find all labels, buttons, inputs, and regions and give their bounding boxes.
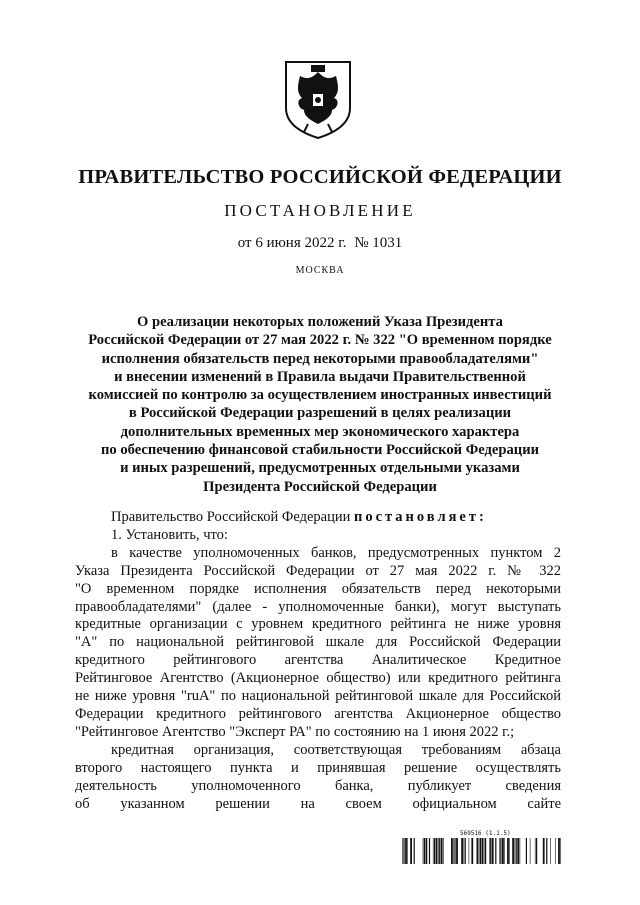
document-date-number (0, 235, 640, 252)
paragraph-line: деятельность уполномоченного банка, публикует сведения (75, 777, 561, 794)
barcode-number: 569516 (1.1.5) (460, 830, 511, 837)
subject-line: и внесении изменений в Правила выдачи Правительственной (114, 368, 526, 385)
paragraph-line: кредитная организация, соответствующая требованиям абзаца (111, 741, 561, 758)
paragraph-line: "A" по национальной рейтинговой шкале для Российской Федерации (75, 634, 561, 651)
paragraph-line: об указанном решении на своем официальном сайте (75, 795, 561, 812)
paragraph-line: Федерации кредитного рейтингового агентства Акционерное общество (75, 705, 561, 722)
subject-line: О реализации некоторых положений Указа Президента (137, 314, 503, 330)
subject-line: по обеспечению финансовой стабильности Российской Федерации (100, 442, 540, 459)
document-subject (60, 313, 580, 496)
paragraph-line: Указа Президента Российской Федерации от 27 мая 2022 г. № 322 (75, 562, 561, 579)
document-type: ПОСТАНОВЛЕНИЕ (224, 201, 416, 220)
subject-line: комиссией по контролю за осуществлением иностранных инвестиций (88, 387, 552, 404)
document-place: МОСКВА (295, 265, 345, 276)
paragraph-line: правообладателями" (далее - уполномоченные банки), могут выступать (75, 598, 561, 615)
paragraph-line: не ниже уровня "ruA" по национальной рейтинговой шкале для Российской (75, 688, 561, 705)
paragraph-line: "Рейтинговое Агентство "Эксперт РА" по состоянию на 1 июня 2022 г.; (75, 723, 515, 740)
barcode-icon (400, 838, 564, 864)
subject-line: исполнения обязательств перед некоторыми правообладателями" (101, 350, 539, 367)
subject-line: в Российской Федерации разрешений в целях реализации (128, 405, 512, 422)
subject-line: дополнительных временных мер экономического характера (120, 423, 520, 440)
russian-coat-of-arms-icon (282, 58, 354, 140)
document-date: от 6 июня 2022 г. (237, 235, 347, 251)
paragraph-line: в качестве уполномоченных банков, предусмотренных пунктом 2 (111, 544, 561, 561)
paragraph-line: второго настоящего пункта и принявшая решение осуществлять (75, 759, 561, 776)
intro-text: Правительство Российской Федерации (111, 509, 354, 525)
document-body (75, 509, 561, 813)
paragraph-line: кредитные организации с уровнем кредитного рейтинга не ниже уровня (75, 616, 561, 633)
government-title: ПРАВИТЕЛЬСТВО РОССИЙСКОЙ ФЕДЕРАЦИИ (78, 166, 562, 188)
subject-line: и иных разрешений, предусмотренных отдельными указами (120, 460, 520, 477)
intro-line (75, 509, 561, 527)
item-1: 1. Установить, что: (111, 526, 228, 543)
paragraph-line: кредитного рейтингового агентства Аналитическое Кредитное (75, 652, 561, 669)
subject-line: Российской Федерации от 27 мая 2022 г. № 322 "О временном порядке (88, 332, 552, 349)
subject-line: Президента Российской Федерации (203, 478, 437, 495)
document-number: № 1031 (354, 235, 403, 251)
intro-resolves: постановляет: (353, 509, 487, 525)
paragraph-line: Рейтинговое Агентство (Акционерное общество) или кредитного рейтинга (75, 670, 561, 687)
paragraph-line: "О временном порядке исполнения обязательств перед некоторыми (75, 580, 561, 597)
